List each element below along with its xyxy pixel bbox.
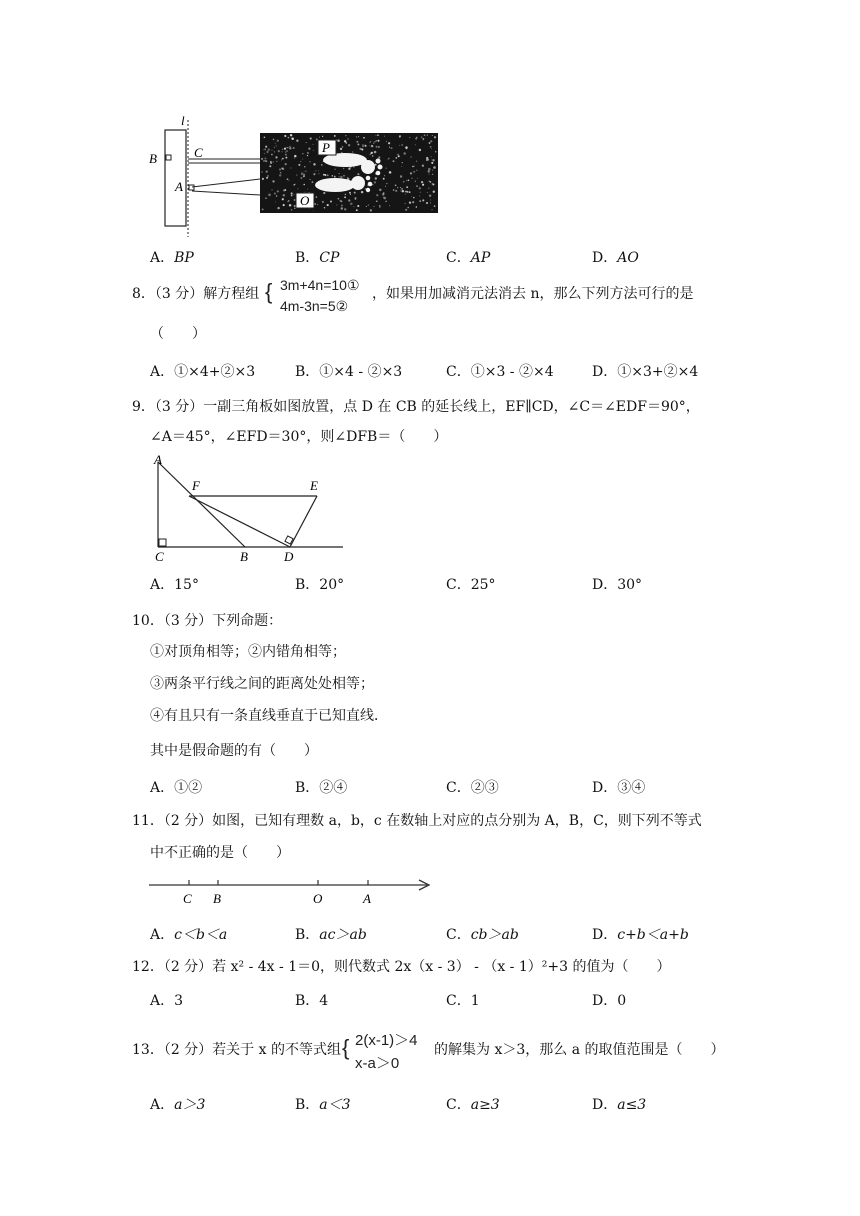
option-text: ac＞ab bbox=[319, 927, 367, 943]
q10-statement-3: ③两条平行线之间的距离处处相等； bbox=[150, 676, 374, 692]
q8-score: （3 分） bbox=[154, 286, 204, 302]
q9-stem-line2: ∠A＝45°，∠EFD＝30°，则∠DFB＝（ ） bbox=[150, 429, 448, 445]
option-text: ①×3+②×4 bbox=[617, 364, 699, 380]
option-text: a≤3 bbox=[617, 1097, 647, 1113]
option-letter: A． bbox=[150, 780, 175, 796]
q12-stem: 12．（2 分）若 x² - 4x - 1＝0，则代数式 2x（x - 3） - （x - 1）²+3 的值为（ ） bbox=[132, 959, 671, 975]
q7-label-l: l bbox=[181, 113, 185, 128]
option-text: BP bbox=[174, 250, 194, 266]
q13-option-c[interactable] bbox=[446, 1094, 500, 1114]
q13-option-b[interactable] bbox=[295, 1094, 351, 1114]
q13-stem-tail: 的解集为 x＞3，那么 a 的取值范围是（ ） bbox=[434, 1042, 725, 1058]
option-letter: B． bbox=[295, 364, 320, 380]
option-letter: A． bbox=[150, 993, 175, 1009]
option-letter: B． bbox=[295, 993, 320, 1009]
q8-option-d[interactable] bbox=[592, 361, 698, 381]
option-letter: D． bbox=[592, 993, 618, 1009]
option-text: AP bbox=[470, 250, 491, 266]
q7-option-c[interactable] bbox=[446, 247, 490, 267]
q11-option-c[interactable] bbox=[446, 924, 519, 944]
q10-statement-1-2: ①对顶角相等；②内错角相等； bbox=[150, 644, 346, 660]
q13-brace: { bbox=[342, 1035, 350, 1060]
option-letter: C． bbox=[446, 993, 471, 1009]
q8-option-b[interactable] bbox=[295, 361, 402, 381]
option-letter: D． bbox=[592, 364, 618, 380]
q10-option-a[interactable] bbox=[150, 777, 202, 797]
option-text: AO bbox=[617, 250, 639, 266]
q13-option-d[interactable] bbox=[592, 1094, 646, 1114]
q8-lead: 解方程组 bbox=[203, 286, 260, 302]
q7-label-c: C bbox=[194, 145, 203, 160]
option-letter: D． bbox=[592, 1097, 618, 1113]
q7-figure bbox=[130, 105, 450, 240]
option-text: a＞3 bbox=[174, 1097, 206, 1113]
option-letter: D． bbox=[592, 780, 618, 796]
q8-paren: （ ） bbox=[150, 326, 206, 342]
q9-option-c[interactable] bbox=[446, 574, 496, 594]
option-text: a＜3 bbox=[319, 1097, 351, 1113]
axis-label-b: B bbox=[213, 891, 221, 906]
option-text: ①② bbox=[174, 780, 203, 796]
q8-equation-2: 4m-3n=5② bbox=[280, 298, 349, 314]
q7-option-a[interactable] bbox=[150, 247, 194, 267]
option-letter: C． bbox=[446, 1097, 471, 1113]
q8-stem-tail: ，如果用加减消元法消去 n，那么下列方法可行的是 bbox=[372, 286, 694, 302]
option-letter: A． bbox=[150, 250, 175, 266]
q12-option-d[interactable] bbox=[592, 990, 626, 1010]
q11-number-line bbox=[145, 872, 440, 908]
q11-option-a[interactable] bbox=[150, 924, 227, 944]
option-text: c＜b＜a bbox=[174, 927, 228, 943]
q13-stem-lead: 13．（2 分）若关于 x 的不等式组 bbox=[132, 1042, 341, 1058]
q9-label-f: F bbox=[192, 478, 200, 493]
q7-label-o: O bbox=[300, 193, 310, 208]
option-letter: B． bbox=[295, 577, 320, 593]
q8-equation-1: 3m+4n=10① bbox=[280, 277, 360, 293]
option-letter: B． bbox=[295, 780, 320, 796]
option-letter: B． bbox=[295, 1097, 320, 1113]
option-text: CP bbox=[319, 250, 340, 266]
q9-option-a[interactable] bbox=[150, 574, 199, 594]
option-text: 4 bbox=[319, 993, 329, 1009]
q8-brace: { bbox=[265, 279, 273, 304]
axis-label-a: A bbox=[363, 891, 371, 906]
q9-option-d[interactable] bbox=[592, 574, 642, 594]
option-letter: A． bbox=[150, 927, 175, 943]
option-text: 0 bbox=[617, 993, 627, 1009]
q10-statement-4: ④有且只有一条直线垂直于已知直线． bbox=[150, 708, 388, 724]
axis-label-o: O bbox=[313, 891, 323, 906]
option-letter: B． bbox=[295, 250, 320, 266]
q8-number: 8． bbox=[132, 286, 155, 302]
q9-label-e: E bbox=[310, 478, 318, 493]
q8-stem-start bbox=[132, 284, 259, 304]
option-text: 1 bbox=[470, 993, 480, 1009]
q8-option-a[interactable] bbox=[150, 361, 255, 381]
q7-label-b: B bbox=[149, 151, 157, 166]
option-letter: D． bbox=[592, 927, 618, 943]
q12-option-a[interactable] bbox=[150, 990, 183, 1010]
q12-option-b[interactable] bbox=[295, 990, 328, 1010]
option-text: ③④ bbox=[617, 780, 646, 796]
option-text: ②③ bbox=[470, 780, 499, 796]
q9-stem-line1: 9．（3 分）一副三角板如图放置，点 D 在 CB 的延长线上，EF∥CD，∠C＝∠EDF＝90°， bbox=[132, 399, 700, 415]
q10-option-c[interactable] bbox=[446, 777, 499, 797]
q9-option-b[interactable] bbox=[295, 574, 344, 594]
q10-question: 其中是假命题的有（ ） bbox=[150, 743, 318, 759]
option-text: 15° bbox=[174, 577, 199, 593]
q8-option-c[interactable] bbox=[446, 361, 554, 381]
q11-stem-line1: 11．（2 分）如图，已知有理数 a，b，c 在数轴上对应的点分别为 A，B，C，则下列不等式 bbox=[132, 813, 702, 829]
option-letter: C． bbox=[446, 780, 471, 796]
q10-stem-line1: 10．（3 分）下列命题： bbox=[132, 613, 283, 629]
q7-option-d[interactable] bbox=[592, 247, 639, 267]
option-letter: C． bbox=[446, 927, 471, 943]
q11-option-d[interactable] bbox=[592, 924, 689, 944]
option-letter: A． bbox=[150, 364, 175, 380]
q13-option-a[interactable] bbox=[150, 1094, 205, 1114]
q7-label-p: P bbox=[322, 140, 330, 155]
q9-figure bbox=[145, 450, 350, 568]
option-letter: C． bbox=[446, 250, 471, 266]
option-letter: C． bbox=[446, 577, 471, 593]
option-text: 20° bbox=[319, 577, 345, 593]
q13-inequality-1: 2(x-1)＞4 bbox=[355, 1032, 418, 1049]
q9-label-c: C bbox=[155, 549, 164, 564]
option-text: c+b＜a+b bbox=[617, 927, 689, 943]
option-text: ①×3 - ②×4 bbox=[470, 364, 554, 380]
option-text: ①×4 - ②×3 bbox=[319, 364, 403, 380]
q9-label-a: A bbox=[154, 452, 162, 467]
q7-label-a: A bbox=[175, 179, 183, 194]
option-text: 3 bbox=[174, 993, 184, 1009]
q10-option-d[interactable] bbox=[592, 777, 645, 797]
option-text: cb＞ab bbox=[470, 927, 519, 943]
q11-option-b[interactable] bbox=[295, 924, 367, 944]
option-text: 30° bbox=[617, 577, 643, 593]
option-letter: D． bbox=[592, 577, 618, 593]
q7-option-b[interactable] bbox=[295, 247, 339, 267]
q9-label-d: D bbox=[284, 549, 294, 564]
option-text: ①×4+②×3 bbox=[174, 364, 256, 380]
option-text: 25° bbox=[470, 577, 496, 593]
option-letter: D． bbox=[592, 250, 618, 266]
axis-label-c: C bbox=[183, 891, 192, 906]
q10-option-b[interactable] bbox=[295, 777, 347, 797]
option-letter: C． bbox=[446, 364, 471, 380]
q9-label-b: B bbox=[240, 549, 248, 564]
option-letter: B． bbox=[295, 927, 320, 943]
q12-option-c[interactable] bbox=[446, 990, 480, 1010]
option-letter: A． bbox=[150, 1097, 175, 1113]
option-letter: A． bbox=[150, 577, 175, 593]
option-text: a≥3 bbox=[470, 1097, 500, 1113]
option-text: ②④ bbox=[319, 780, 348, 796]
q11-stem-line2: 中不正确的是（ ） bbox=[150, 845, 290, 861]
q13-inequality-2: x-a＞0 bbox=[355, 1055, 400, 1072]
